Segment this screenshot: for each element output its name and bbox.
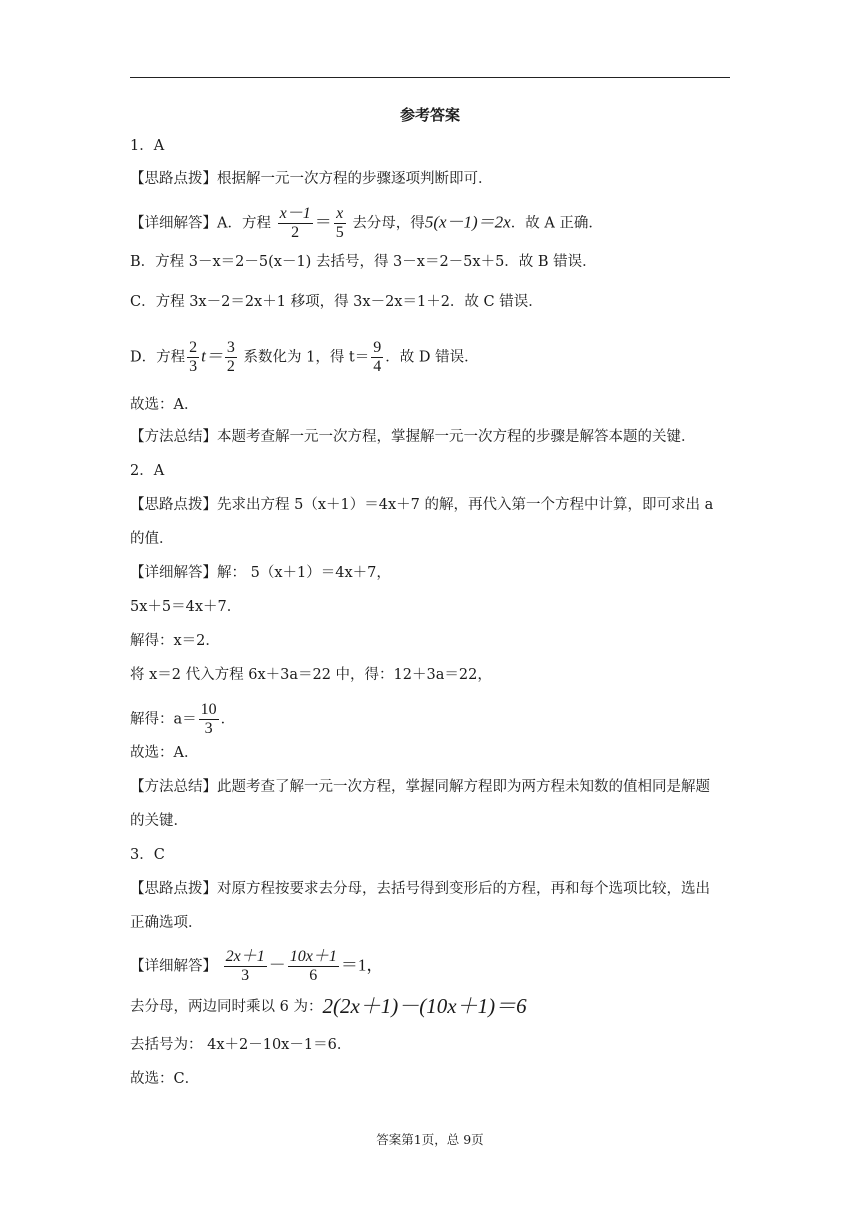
q1-summary: 【方法总结】本题考查解一元一次方程，掌握解一元一次方程的步骤是解答本题的关键．	[130, 429, 696, 445]
fraction: $\frac{x-1}{2}$	[279, 205, 311, 241]
q2-detail-3: 解得：x＝2．	[130, 633, 220, 649]
q3-hint-2: 正确选项．	[130, 915, 203, 931]
q2-choice: 故选：A．	[130, 745, 199, 761]
q2-hint-2: 的值．	[130, 531, 174, 547]
page-title: 参考答案	[399, 106, 460, 124]
q1-detail-c: C．方程 3x－2＝2x＋1 移项，得 3x－2x＝1＋2．故 C 错误．	[130, 294, 543, 310]
q2-summary-1: 【方法总结】此题考查了解一元一次方程，掌握同解方程即为两方程未知数的值相同是解题	[130, 779, 710, 795]
q2-hint-1: 【思路点拨】先求出方程 5（x＋1）＝4x＋7 的解，再代入第一个方程中计算，即可求出 a	[130, 497, 714, 513]
q1-choice: 故选：A．	[130, 397, 199, 413]
q3-detail-1: 【详细解答】 $\frac{2x+1}{3}$ － $\frac{10x+1}{6}$ ＝1，	[130, 948, 384, 984]
q1-hint: 【思路点拨】根据解一元一次方程的步骤逐项判断即可．	[130, 171, 493, 187]
q1-detail-d: D．方程 $\frac{2}{3}$ t＝ $\frac{3}{2}$ 系数化为 1，得 t＝ $\frac{9}{4}$ ．故 D 错误．	[130, 339, 479, 375]
q3-choice: 故选：C．	[130, 1071, 200, 1087]
q2-detail-5: 解得：a＝ $\frac{10}{3}$ ．	[130, 701, 236, 737]
q2-detail-1: 【详细解答】解： 5（x＋1）＝4x＋7，	[130, 565, 391, 581]
header-rule	[130, 77, 730, 78]
q2-answer: 2．A	[130, 463, 165, 479]
q1-detail-a: 【详细解答】A．方程 $\frac{x-1}{2}$ ＝ $\frac{x}{5}$ 去分母，得5(x－1)＝2x．故 A 正确．	[130, 205, 603, 241]
page-footer: 答案第1页，总 9页	[376, 1132, 484, 1147]
q1-answer: 1．A	[130, 138, 165, 154]
q2-summary-2: 的关键．	[130, 813, 188, 829]
q1-detail-b: B．方程 3－x＝2－5(x－1) 去括号，得 3－x＝2－5x＋5．故 B 错误．	[130, 254, 597, 270]
q3-detail-3: 去括号为： 4x＋2－10x－1＝6．	[130, 1037, 352, 1053]
fraction: $\frac{x}{5}$	[335, 205, 344, 241]
q3-answer: 3．C	[130, 847, 165, 863]
q2-detail-4: 将 x＝2 代入方程 6x＋3a＝22 中，得：12＋3a＝22，	[130, 667, 492, 683]
q3-hint-1: 【思路点拨】对原方程按要求去分母，去括号得到变形后的方程，再和每个选项比较，选出	[130, 881, 710, 897]
q3-detail-2: 去分母，两边同时乘以 6 为：2(2x＋1)－(10x＋1)＝6	[130, 994, 527, 1018]
q2-detail-2: 5x＋5＝4x＋7．	[130, 599, 242, 615]
